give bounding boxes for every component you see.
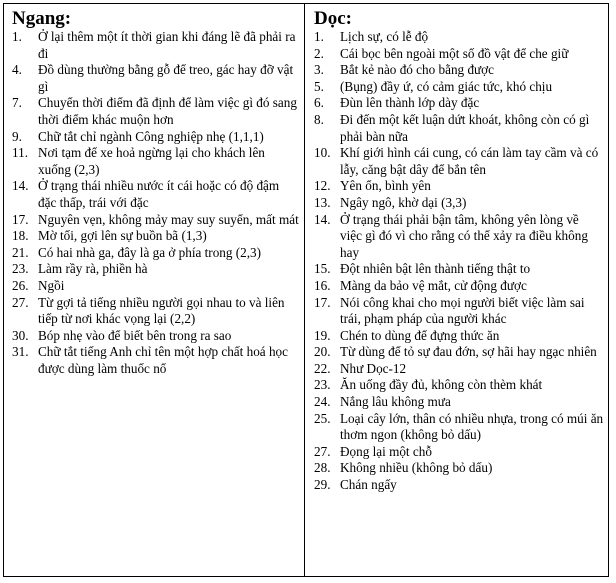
across-heading: Ngang: [12, 8, 72, 29]
clue-number: 15. [314, 261, 331, 277]
down-clue [314, 29, 604, 46]
clue-text: Cái bọc bên ngoài một số đồ vật để che giữ [340, 45, 569, 61]
down-clue [314, 411, 604, 444]
clue-number: 4. [12, 62, 22, 78]
clue-number: 29. [314, 477, 331, 493]
across-clue [12, 228, 300, 245]
down-clue [314, 328, 604, 345]
clue-text: Nơi tạm để xe hoả ngừng lại cho khách lên xuống (2,3) [38, 145, 265, 177]
clue-text: Nguyên vẹn, không mảy may suy suyển, mất mát [38, 211, 299, 227]
clue-text: Chán ngấy [340, 477, 397, 493]
clue-number: 1. [314, 29, 324, 44]
clue-text: Chữ tắt tiếng Anh chỉ tên một hợp chất hoá học được dùng làm thuốc nổ [38, 344, 288, 376]
clue-number: 18. [12, 228, 29, 244]
clue-number: 5. [314, 78, 324, 94]
clue-number: 8. [314, 111, 324, 127]
across-clue [12, 212, 300, 229]
clue-text: Loại cây lớn, thân có nhiều nhựa, trong có múi ăn thơm ngon (không bỏ dấu) [340, 410, 604, 443]
clue-text: (Bụng) đầy ứ, có cảm giác tức, khó chịu [340, 78, 553, 94]
clue-number: 17. [12, 211, 29, 227]
clue-number: 14. [12, 178, 29, 194]
clue-number: 11. [12, 145, 28, 161]
down-clue [314, 344, 604, 361]
clue-text: Màng da bảo vệ mắt, cử động được [340, 277, 527, 293]
clue-text: Yên ổn, bình yên [340, 178, 431, 194]
across-clue [12, 261, 300, 278]
clue-text: Khí giới hình cái cung, có cán làm tay cầm và có lẫy, căng bật dây để bắn tên [340, 145, 599, 177]
across-clue [12, 295, 300, 328]
clue-text: Chuyển thời điểm đã định để làm việc gì đó sang thời điểm khác muộn hơn [38, 95, 297, 127]
down-clue [314, 212, 604, 262]
clue-text: Ngồi [38, 277, 65, 293]
clue-number: 22. [314, 360, 331, 376]
down-clue [314, 145, 604, 178]
down-clue [314, 278, 604, 295]
clue-text: Ở lại thêm một ít thời gian khi đáng lẽ đã phải ra đi [38, 29, 296, 61]
across-clue [12, 29, 300, 62]
across-clue [12, 328, 300, 345]
clue-text: Như Dọc-12 [340, 360, 407, 376]
down-clue [314, 377, 604, 394]
down-clue [314, 95, 604, 112]
clue-number: 27. [12, 294, 29, 310]
clue-number: 30. [12, 327, 29, 343]
clue-number: 20. [314, 344, 331, 360]
down-clue [314, 62, 604, 79]
clue-number: 26. [12, 277, 29, 293]
clue-number: 27. [314, 443, 331, 459]
clue-text: Ngây ngô, khờ dại (3,3) [340, 194, 467, 210]
clue-number: 12. [314, 178, 331, 194]
clue-number: 19. [314, 327, 331, 343]
clue-text: Nói công khai cho mọi người biết việc làm sai trái, phạm pháp của người khác [340, 294, 585, 327]
clue-text: Chữ tắt chỉ ngành Công nghiệp nhẹ (1,1,1) [38, 128, 264, 144]
clue-text: Nắng lâu không mưa [340, 394, 451, 410]
clue-number: 6. [314, 95, 324, 111]
clue-number: 14. [314, 211, 331, 227]
down-clue-list [314, 29, 604, 494]
clue-text: Đột nhiên bật lên thành tiếng thật to [340, 261, 531, 277]
across-clue [12, 129, 300, 146]
clue-number: 16. [314, 277, 331, 293]
clue-number: 13. [314, 194, 331, 210]
clue-number: 3. [314, 62, 324, 78]
clue-text: Mờ tối, gợi lên sự buồn bã (1,3) [38, 228, 207, 244]
clue-number: 10. [314, 145, 331, 161]
clue-text: Từ dùng để tỏ sự đau đớn, sợ hãi hay ngạc nhiên [340, 344, 597, 360]
clue-text: Từ gợi tả tiếng nhiều người gọi nhau to và liên tiếp từ nơi khác vọng lại (2,2) [38, 294, 285, 327]
clue-number: 25. [314, 410, 331, 426]
across-clue [12, 178, 300, 211]
clue-text: Có hai nhà ga, đây là ga ở phía trong (2,3) [38, 244, 262, 260]
clue-number: 28. [314, 460, 331, 476]
clue-text: Lịch sự, có lễ độ [340, 29, 429, 44]
across-clue [12, 278, 300, 295]
down-clue [314, 79, 604, 96]
clue-text: Làm rầy rà, phiền hà [38, 261, 148, 277]
down-heading: Dọc: [314, 8, 352, 29]
clue-number: 9. [12, 128, 22, 144]
down-clue [314, 444, 604, 461]
across-clue [12, 245, 300, 262]
down-clue [314, 460, 604, 477]
clue-text: Đùn lên thành lớp dày đặc [340, 95, 480, 111]
across-clue [12, 62, 300, 95]
clue-number: 1. [12, 29, 22, 44]
across-clue [12, 344, 300, 377]
clue-text: Bóp nhẹ vào để biết bên trong ra sao [38, 327, 232, 343]
down-clue [314, 394, 604, 411]
clue-number: 23. [314, 377, 331, 393]
clue-number: 23. [12, 261, 29, 277]
down-clue [314, 178, 604, 195]
clue-text: Ăn uống đầy đủ, không còn thèm khát [340, 377, 543, 393]
clue-number: 31. [12, 344, 29, 360]
clue-number: 17. [314, 294, 331, 310]
clue-number: 7. [12, 95, 22, 111]
down-clue [314, 361, 604, 378]
clue-text: Ở trạng thái nhiều nước ít cái hoặc có độ đậm đặc thấp, trái với đặc [38, 178, 280, 210]
clue-text: Không nhiều (không bỏ dấu) [340, 460, 493, 476]
clue-text: Đi đến một kết luận dứt khoát, không còn có gì phải bàn nữa [340, 111, 590, 144]
down-clue [314, 195, 604, 212]
down-clue [314, 261, 604, 278]
down-column [305, 4, 608, 576]
across-clue-list [12, 29, 300, 377]
across-column [4, 4, 305, 576]
down-clue [314, 477, 604, 494]
clue-text: Bắt kẻ nào đó cho bằng được [340, 62, 495, 78]
clue-number: 21. [12, 244, 29, 260]
crossword-clue-table [3, 3, 609, 577]
clue-text: Đọng lại một chỗ [340, 443, 432, 459]
across-clue [12, 95, 300, 128]
clue-text: Ở trạng thái phải bận tâm, không yên lòng về việc gì đó vì cho rằng có thể xảy ra điều không hay [340, 211, 588, 260]
down-clue [314, 295, 604, 328]
down-clue [314, 46, 604, 63]
across-clue [12, 145, 300, 178]
clue-text: Đồ dùng thường bằng gỗ để treo, gác hay đỡ vật gì [38, 62, 294, 94]
down-clue [314, 112, 604, 145]
clue-text: Chén to dùng để đựng thức ăn [340, 327, 500, 343]
clue-number: 24. [314, 394, 331, 410]
clue-number: 2. [314, 45, 324, 61]
